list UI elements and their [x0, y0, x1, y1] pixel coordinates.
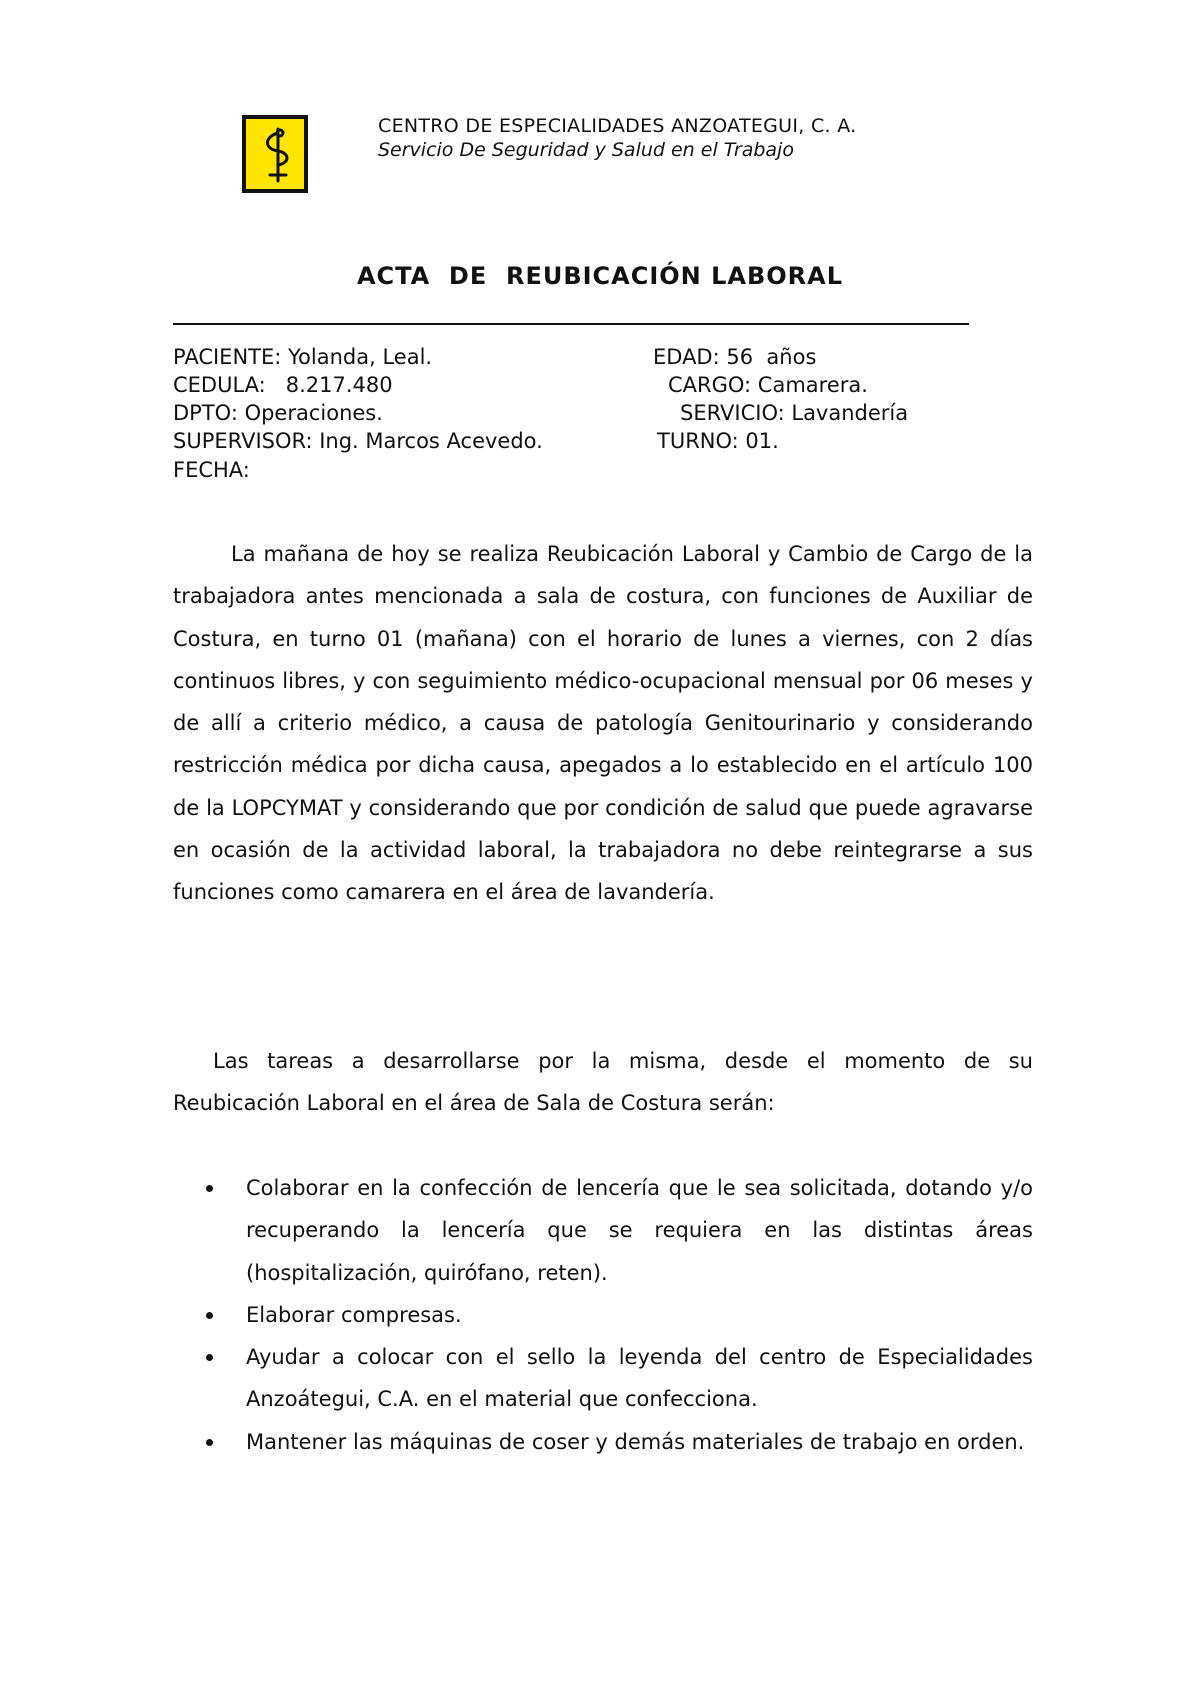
shift-field: TURNO: 01. [657, 429, 779, 453]
body-paragraph-2 [173, 1040, 1033, 1125]
patient-field: PACIENTE: Yolanda, Leal. [173, 345, 433, 369]
paragraph-text: Las tareas a desarrollarse por la misma, desde el momento de su Reubicación Laboral en el área de Sala de Costura serán: [173, 1049, 1033, 1116]
paragraph-text: La mañana de hoy se realiza Reubicación Laboral y Cambio de Cargo de la trabajadora antes mencionada a sala de costura, con funciones de Auxiliar de Costura, en turno 01 (mañana) con el horario de lunes a viernes, con 2 días continuos libres, y con seguimiento médico-ocupacional mensual por 06 meses y de allí a criterio médico, a causa de patología Genitourinario y considerando restricción médica por dicha causa, apegados a lo establecido en el artículo 100 de la LOPCYMAT y considerando que por condición de salud que puede agravarse en ocasión de la actividad laboral, la trabajadora no debe reintegrarse a sus funciones como camarera en el área de lavandería. [173, 542, 1033, 905]
supervisor-field: SUPERVISOR: Ing. Marcos Acevedo. [173, 429, 543, 453]
organization-name: CENTRO DE ESPECIALIDADES ANZOATEGUI, C. A. [378, 115, 857, 137]
list-item: Ayudar a colocar con el sello la leyenda del centro de Especialidades Anzoátegui, C.A. en el material que confecciona. [173, 1336, 1033, 1421]
document-title: ACTA DE REUBICACIÓN LABORAL [356, 262, 844, 290]
medical-logo-icon [242, 115, 308, 193]
task-list [173, 1167, 1033, 1463]
service-field: SERVICIO: Lavandería [680, 401, 909, 425]
list-item: Mantener las máquinas de coser y demás materiales de trabajo en orden. [173, 1421, 1033, 1463]
date-field: FECHA: [173, 458, 250, 482]
position-field: CARGO: Camarera. [668, 373, 868, 397]
body-paragraph-1 [173, 533, 1033, 914]
department-field: DPTO: Operaciones. [173, 401, 383, 425]
list-item: Elaborar compresas. [173, 1294, 1033, 1336]
list-item: Colaborar en la confección de lencería que le sea solicitada, dotando y/o recuperando la lencería que se requiera en las distintas áreas (hospitalización, quirófano, reten). [173, 1167, 1033, 1294]
organization-service: Servicio De Seguridad y Salud en el Trabajo [378, 139, 794, 161]
age-field: EDAD: 56 años [653, 345, 817, 369]
title-divider [173, 323, 969, 325]
id-number-field: CEDULA: 8.217.480 [173, 373, 393, 397]
